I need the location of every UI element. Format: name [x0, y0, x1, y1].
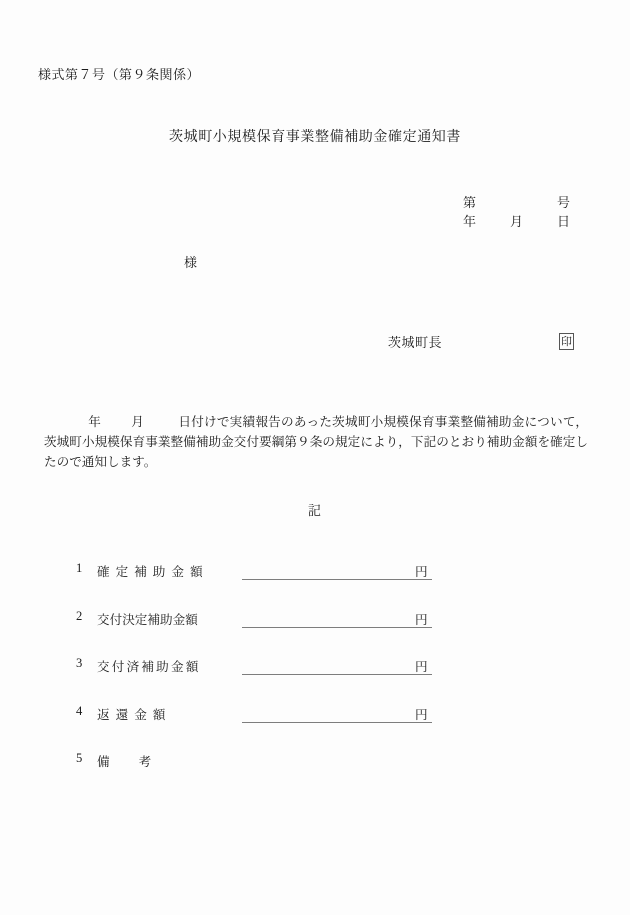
list-item [76, 609, 546, 657]
document-number-prefix: 第 [463, 195, 477, 210]
amount-input[interactable] [242, 656, 432, 675]
body-year-label: 年 [88, 415, 102, 429]
currency-unit: 円 [415, 565, 428, 579]
seal-icon: 印 [559, 333, 574, 350]
item-label: 確定補助金額 [97, 565, 209, 579]
list-item [76, 704, 546, 752]
item-number: 5 [76, 751, 83, 765]
document-number-suffix: 号 [557, 195, 571, 210]
body-line-2: 小規模保育事業整備補助金交付要綱第９条の規定により，下記のとおり補助金額を確定したので通 [44, 435, 589, 469]
amount-input[interactable] [242, 609, 432, 628]
item-number: 4 [76, 703, 83, 718]
body-paragraph [44, 412, 588, 472]
list-item [76, 751, 546, 799]
date-year-label: 年 [463, 214, 477, 229]
amount-input[interactable] [242, 561, 432, 580]
addressee-honorific: 様 [184, 255, 198, 270]
body-line-1: 日付けで実績報告のあった茨城町小規模保育事業整備補助金について，茨城町 [44, 415, 588, 449]
item-number: 3 [76, 656, 83, 670]
form-number-label: 様式第７号（第９条関係） [38, 67, 201, 82]
issuer-name: 茨城町長 [388, 335, 443, 350]
currency-unit: 円 [415, 707, 428, 722]
ki-marker: 記 [307, 503, 322, 518]
date-month-label: 月 [510, 214, 524, 229]
item-label: 交付決定補助金額 [97, 612, 198, 627]
currency-unit: 円 [415, 612, 428, 627]
item-number: 2 [76, 608, 83, 623]
item-label: 交付済補助金額 [97, 660, 201, 674]
item-label: 備考 [97, 755, 181, 769]
amount-input[interactable] [242, 704, 432, 723]
amount-item-list [76, 561, 546, 799]
body-month-label: 月 [131, 415, 145, 429]
issuer-line [388, 335, 572, 351]
currency-unit: 円 [415, 660, 428, 674]
item-label: 返還金額 [97, 707, 172, 722]
list-item [76, 561, 546, 609]
list-item [76, 656, 546, 704]
item-number: 1 [76, 561, 83, 575]
page-title: 茨城町小規模保育事業整備補助金確定通知書 [169, 130, 461, 145]
date-day-label: 日 [557, 214, 571, 229]
body-line-3: 知します。 [94, 455, 157, 469]
